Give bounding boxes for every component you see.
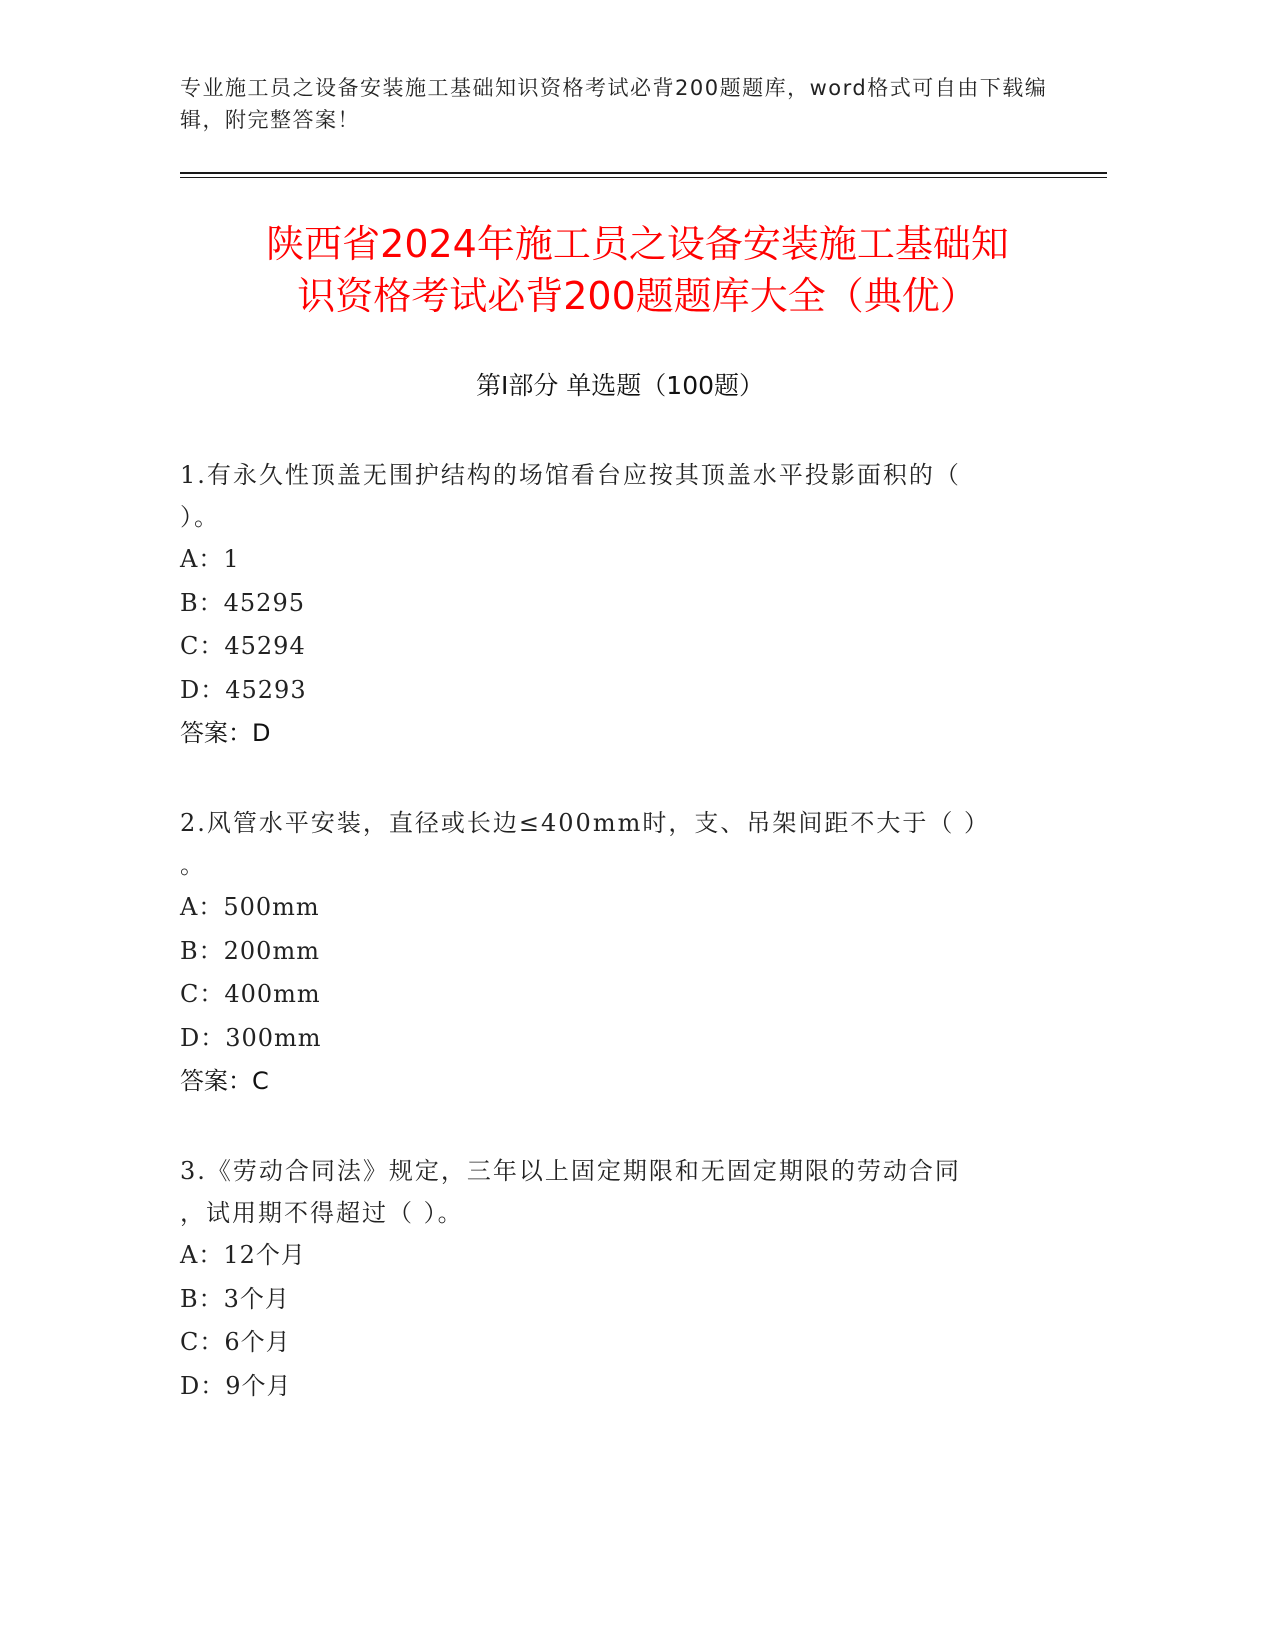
option-d: D：9个月	[180, 1371, 292, 1400]
option-b: B：200mm	[180, 936, 320, 965]
option-a: A：12个月	[180, 1241, 306, 1269]
document-title	[140, 218, 1135, 322]
option-d: D：300mm	[180, 1023, 322, 1052]
question-stem-line-2: 。	[180, 851, 206, 879]
question-2	[180, 802, 1060, 1104]
question-stem-line-2: ，试用期不得超过（ ）。	[180, 1199, 464, 1227]
question-stem-line-1: 2.风管水平安装，直径或长边≤400mm时，支、吊架间距不大于（ ）	[180, 809, 990, 837]
question-stem-line-1: 1.有永久性顶盖无围护结构的场馆看台应按其顶盖水平投影面积的（	[180, 461, 961, 489]
option-a: A：500mm	[180, 893, 320, 921]
document-title-line-2: 识资格考试必背200题题库大全（典优）	[297, 274, 978, 318]
answer: 答案：C	[180, 1067, 269, 1095]
header-rule-thick	[180, 172, 1107, 174]
option-c: C：45294	[180, 632, 306, 660]
option-c: C：6个月	[180, 1328, 291, 1356]
header-note: 专业施工员之设备安装施工基础知识资格考试必背200题题库，word格式可自由下载编辑，附完整答案！	[180, 76, 1048, 132]
option-b: B：45295	[180, 588, 305, 617]
question-stem-line-2: ）。	[180, 503, 220, 531]
question-3	[180, 1150, 1060, 1408]
option-d: D：45293	[180, 675, 307, 704]
question-1	[180, 454, 1060, 756]
header-rule-thin	[180, 177, 1107, 178]
option-c: C：400mm	[180, 980, 321, 1008]
section-title: 第I部分 单选题（100题）	[475, 371, 765, 400]
option-b: B：3个月	[180, 1284, 290, 1313]
document-title-line-1: 陕西省2024年施工员之设备安装施工基础知	[266, 222, 1009, 266]
answer: 答案：D	[180, 719, 271, 747]
option-a: A：1	[180, 545, 240, 573]
question-stem-line-1: 3.《劳动合同法》规定，三年以上固定期限和无固定期限的劳动合同	[180, 1157, 961, 1185]
